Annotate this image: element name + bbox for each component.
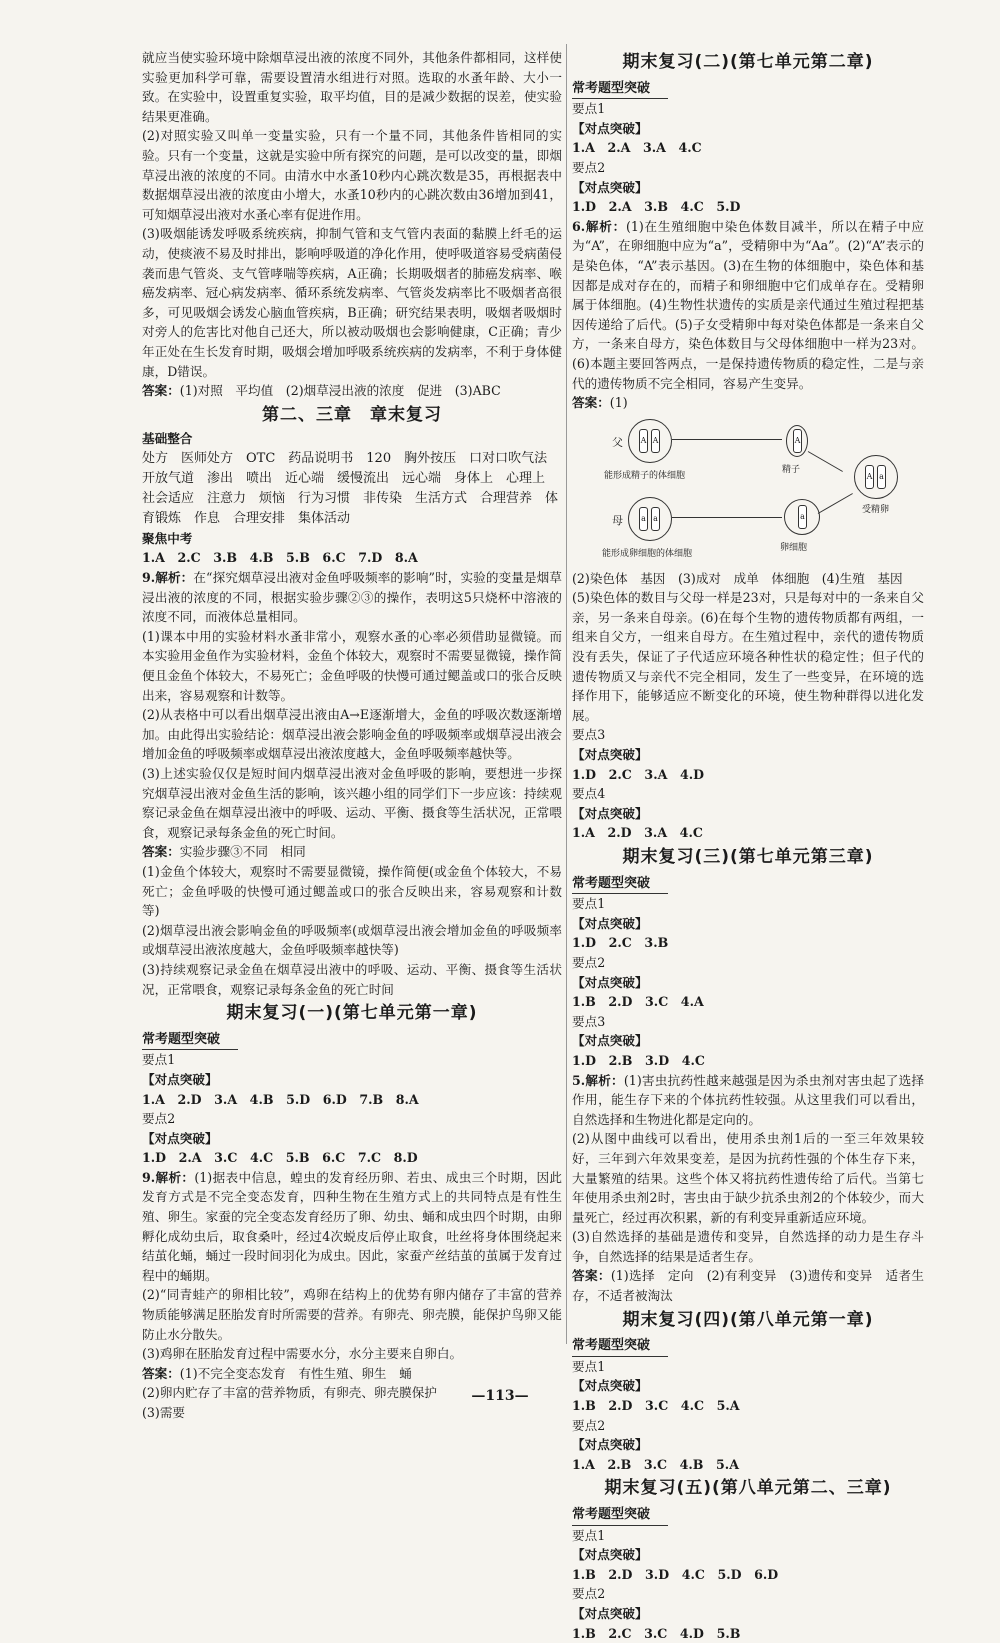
practice-label: 【对点突破】 xyxy=(572,120,648,136)
point-label: 要点1 xyxy=(142,1052,176,1068)
section-title: 期末复习(三)(第七单元第三章) xyxy=(622,847,874,867)
answer-key: 1.B 2.D 3.D 4.C 5.D 6.D xyxy=(572,1566,779,1582)
answer-key: 1.D 2.C 3.A 4.D xyxy=(572,766,705,782)
zygote-label: 受精卵 xyxy=(862,504,890,515)
arrow-line xyxy=(672,517,782,518)
explanation-label: 9.解析： xyxy=(142,570,194,586)
answer-key: 1.A 2.A 3.A 4.C xyxy=(572,140,702,156)
chromosome: a xyxy=(877,465,886,489)
chromosome: A xyxy=(651,429,660,453)
practice-label: 【对点突破】 xyxy=(142,1130,218,1146)
section-title: 期末复习(二)(第七单元第二章) xyxy=(622,52,874,72)
page-number: —113— xyxy=(471,1388,529,1404)
answer xyxy=(142,842,562,862)
chromosome: A xyxy=(865,465,874,489)
paragraph: (1)金鱼个体较大，观察时不需要显微镜，操作简便(或金鱼个体较大，不易死亡；金鱼呼吸的快慢可通过鳃盖或口的张合反映出来，容易观察和计数等) xyxy=(142,863,562,919)
paragraph: (3)吸烟能诱发呼吸系统疾病，抑制气管和支气管内表面的黏膜上纤毛的运动，使痰液不易及时排出，影响呼吸道的净化作用，使呼吸道容易受病菌侵袭而患气管炎、支气管哮喘等疾病，A正确；长期吸烟者的肺癌发病率、喉癌发病率、冠心病发病率、循环系统发病率、气管炎发病率比不吸烟者高很多，可见吸烟会诱发心脑血管疾病，B正确；研究结果表明，吸烟者吸烟时对旁人的危害比对他自己还大，所以被动吸烟也会影响健康，C正确；青少年正处在生长发育时期，吸烟会增加呼吸系统疾病的发病率，不利于身体健康，D错误。 xyxy=(142,226,562,379)
explanation xyxy=(142,568,562,627)
practice-label: 【对点突破】 xyxy=(572,747,648,763)
answer xyxy=(572,1266,924,1305)
egg-cell xyxy=(784,499,820,535)
chromosome: A xyxy=(793,429,802,453)
subsection-heading: 聚焦中考 xyxy=(142,530,193,546)
practice-label: 【对点突破】 xyxy=(572,915,648,931)
mother-label: 母 xyxy=(612,513,623,527)
mother-cell xyxy=(628,497,672,541)
mother-cell-caption: 能形成卵细胞的体细胞 xyxy=(602,548,693,559)
point-label: 要点2 xyxy=(572,1417,606,1433)
arrow-line xyxy=(672,439,782,440)
answer-text: (1) xyxy=(609,395,628,411)
paragraph: (2)从表格中可以看出烟草浸出液由A→E逐渐增大，金鱼的呼吸次数逐渐增加。由此得出实验结论：烟草浸出液会影响金鱼的呼吸频率或烟草浸出液会增加金鱼的呼吸频率或烟草浸出液浓度越大，金鱼呼吸频率越快等。 xyxy=(142,707,562,762)
answer-label: 答案： xyxy=(572,395,610,411)
answer-key: 1.D 2.A 3.C 4.C 5.B 6.C 7.C 8.D xyxy=(142,1150,418,1166)
left-column xyxy=(142,48,562,1423)
answer-text: (1)不完全变态发育 有性生殖、卵生 蛹 xyxy=(179,1365,412,1381)
answer-key: 1.A 2.D 3.A 4.B 5.D 6.D 7.B 8.A xyxy=(142,1091,419,1107)
answer-key: 1.B 2.C 3.C 4.D 5.B xyxy=(572,1625,741,1641)
answer-text: (1)对照 平均值 (2)烟草浸出液的浓度 促进 (3)ABC xyxy=(179,383,501,399)
paragraph: (2)染色体 基因 (3)成对 成单 体细胞 (4)生殖 基因 xyxy=(572,570,903,586)
point-label: 要点4 xyxy=(572,786,606,802)
explanation-text: (1)据表中信息，蝗虫的发育经历卵、若虫、成虫三个时期，因此发育方式是不完全变态发育，四种生物在生殖方式上的共同特点是有性生殖、卵生。家蚕的完全变态发育经历了卵、幼虫、蛹和成虫四个时期，由卵孵化成幼虫后，取食桑叶，经过4次蜕皮后停止取食，吐丝将身体围绕起来结茧化蛹，蛹过一段时间羽化为成虫。因此，家蚕产丝结茧的茧属于发育过程中的蛹期。 xyxy=(142,1169,562,1283)
sperm-cell xyxy=(786,425,808,457)
point-label: 要点3 xyxy=(572,727,606,743)
paragraph: (3)需要 xyxy=(142,1405,186,1420)
practice-label: 【对点突破】 xyxy=(572,1378,648,1394)
explanation-text: (1)在生殖细胞中染色体数目减半，所以在精子中应为“A”，在卵细胞中应为“a”，受精卵中为“Aa”。(2)“A”表示的是染色体，“A”表示基因。(3)在生物的体细胞中，染色体和基因都是成对存在的，而精子和卵细胞中它们成单存在。受精卵属于体细胞。(4)生物性状遗传的实质是亲代通过生殖过程把基因传递给了后代。(5)子女受精卵中每对染色体都是一条来自父方，一条来自母方，染色体数目与父母体细胞中一样为23对。(6)本题主要回答两点，一是保持遗传物质的稳定性，二是与亲代的遗传物质不完全相同，容易产生变异。 xyxy=(572,218,924,391)
father-label: 父 xyxy=(612,435,623,449)
chromosome: a xyxy=(639,507,648,531)
paragraph: (3)持续观察记录金鱼在烟草浸出液中的呼吸、运动、平衡、摄食等生活状况，正常喂食，观察记录每条金鱼的死亡时间 xyxy=(142,961,562,997)
subsection-heading: 常考题型突破 xyxy=(572,1505,668,1526)
zygote-cell xyxy=(854,455,898,499)
section-title: 期末复习(五)(第八单元第二、三章) xyxy=(604,1478,892,1499)
answer-label: 答案： xyxy=(142,1365,180,1381)
paragraph: (2)烟草浸出液会影响金鱼的呼吸频率(或烟草浸出液会增加金鱼的呼吸频率或烟草浸出液浓度越大，金鱼呼吸频率越快等) xyxy=(142,922,562,958)
egg-label: 卵细胞 xyxy=(780,542,808,553)
point-label: 要点2 xyxy=(572,159,606,175)
chromosome: a xyxy=(651,507,660,531)
answer-text: (1)选择 定向 (2)有利变异 (3)遗传和变异 适者生存，不适者被淘汰 xyxy=(572,1268,924,1304)
practice-label: 【对点突破】 xyxy=(572,1437,648,1453)
inheritance-diagram xyxy=(572,417,924,567)
chromosome: A xyxy=(639,429,648,453)
paragraph: (2)对照实验又叫单一变量实验，只有一个量不同，其他条件皆相同的实验。只有一个变量，这就是实验中所有探究的问题，是可以改变的量，即烟草浸出液的浓度的不同。由清水中水蚤10秒内心跳次数是35，再根据表中数据烟草浸出液的浓度由小增大，水蚤10秒内的心跳次数由36增加到41，可知烟草浸出液对水蚤心率有促进作用。 xyxy=(142,128,562,222)
answer-key: 1.A 2.D 3.A 4.C xyxy=(572,825,703,841)
explanation-text: (1)害虫抗药性越来越强是因为杀虫剂对害虫起了选择作用，能生存下来的个体抗药性较强。从这里我们可以看出，自然选择和生物进化都是定向的。 xyxy=(572,1072,925,1127)
practice-label: 【对点突破】 xyxy=(572,1605,648,1621)
practice-label: 【对点突破】 xyxy=(572,805,648,821)
paragraph: (3)自然选择的基础是遗传和变异，自然选择的动力是生存斗争，自然选择的结果是适者生存。 xyxy=(572,1229,924,1264)
section-title: 期末复习(四)(第八单元第一章) xyxy=(622,1309,874,1330)
point-label: 要点1 xyxy=(572,1358,606,1374)
section-title: 第二、三章 章末复习 xyxy=(262,404,442,425)
explanation xyxy=(572,217,924,393)
answer-label: 答案： xyxy=(142,383,180,399)
paragraph: 就应当使实验环境中除烟草浸出液的浓度不同外，其他条件都相同，这样使实验更加科学可靠，需要设置清水组进行对照。选取的水蚤年龄、大小一致。在实验中，设置重复实验，取平均值，目的是减少数据的误差，使实验结果更准确。 xyxy=(142,50,562,124)
answer-key: 1.D 2.A 3.B 4.C 5.D xyxy=(572,199,741,215)
paragraph: (5)染色体的数目与父母一样是23对，只是每对中的一条来自父亲，另一条来自母亲。(6)在每个生物的遗传物质都有两组，一组来自父方，一组来自母方。在生殖过程中，亲代的遗传物质没有丢失，保证了子代适应环境各种性状的稳定性；但子代的遗传物质又与亲代不完全相同，发生了一些变异，在环境的选择作用下，能够适应不断变化的环境，使生物种群得以进化发展。 xyxy=(572,590,924,723)
arrow-line xyxy=(808,451,843,472)
section-title: 期末复习(一)(第七单元第一章) xyxy=(226,1003,478,1024)
point-label: 要点2 xyxy=(572,954,606,970)
subsection-heading: 常考题型突破 xyxy=(572,874,668,895)
paragraph: (2)“同青蛙产的卵相比较”，鸡卵在结构上的优势有卵内储存了丰富的营养物质能够满足胚胎发育时所需要的营养。有卵壳、卵壳膜，能保护鸟卵又能防止水分散失。 xyxy=(142,1287,562,1342)
answer xyxy=(142,381,562,401)
point-label: 要点2 xyxy=(142,1111,176,1127)
answer-key: 1.A 2.C 3.B 4.B 5.B 6.C 7.D 8.A xyxy=(142,550,418,566)
explanation-text: 在“探究烟草浸出液对金鱼呼吸频率的影响”时，实验的变量是烟草浸出液的浓度的不同，根据实验步骤②③的操作，表明这5只烧杯中溶液的浓度不同，而液体总量相同。 xyxy=(142,570,562,625)
subsection-heading: 常考题型突破 xyxy=(572,79,668,100)
paragraph: (2)卵内贮存了丰富的营养物质，有卵壳、卵壳膜保护 xyxy=(142,1385,437,1401)
practice-label: 【对点突破】 xyxy=(572,1033,648,1049)
answer-key: 1.D 2.B 3.D 4.C xyxy=(572,1052,705,1068)
explanation xyxy=(142,1168,562,1286)
point-label: 要点3 xyxy=(572,1013,606,1029)
explanation-label: 9.解析： xyxy=(142,1169,195,1185)
father-cell xyxy=(628,419,672,463)
point-label: 要点1 xyxy=(572,101,606,117)
explanation-label: 5.解析： xyxy=(572,1072,624,1088)
keyword-list: 处方 医师处方 OTC 药品说明书 120 胸外按压 口对口吹气法 开放气道 渗出 喷出 近心端 缓慢流出 远心端 身体上 心理上 社会适应 注意力 烦恼 行为习惯 非传染 生活方式 合理营养 体育锻炼 作息 合理安排 集体活动 xyxy=(142,450,561,526)
paragraph: (3)上述实验仅仅是短时间内烟草浸出液对金鱼呼吸的影响，要想进一步探究烟草浸出液对金鱼生活的影响，该兴趣小组的同学们下一步应该：持续观察记录金鱼在烟草浸出液中的呼吸、运动、平衡、摄食等生活状况，正常喂食，观察记录每条金鱼的死亡时间。 xyxy=(142,766,562,840)
paragraph: (2)从图中曲线可以看出，使用杀虫剂1后的一至三年效果较好，三年到六年效果变差，是因为抗药性强的个体生存下来，大量繁殖的结果。这些个体又将抗药性遗传给了后代。当第七年使用杀虫剂2时，害虫由于缺少抗杀虫剂2的个体较少，而大量死亡，经过再次积累，新的有利变异重新适应环境。 xyxy=(572,1131,924,1225)
answer-label: 答案： xyxy=(572,1268,611,1284)
answer xyxy=(142,1364,562,1384)
point-label: 要点1 xyxy=(572,896,606,912)
answer-label: 答案： xyxy=(142,844,180,860)
practice-label: 【对点突破】 xyxy=(572,1547,648,1563)
subsection-heading: 常考题型突破 xyxy=(142,1030,238,1051)
subsection-heading: 常考题型突破 xyxy=(572,1336,668,1357)
answer-key: 1.B 2.D 3.C 4.C 5.A xyxy=(572,1398,740,1414)
answer-key: 1.A 2.B 3.C 4.B 5.A xyxy=(572,1456,739,1472)
paragraph: (3)鸡卵在胚胎发育过程中需要水分，水分主要来自卵白。 xyxy=(142,1346,463,1362)
point-label: 要点1 xyxy=(572,1527,606,1543)
chromosome: a xyxy=(798,505,807,529)
explanation-label: 6.解析： xyxy=(572,218,626,234)
practice-label: 【对点突破】 xyxy=(142,1071,218,1087)
practice-label: 【对点突破】 xyxy=(572,179,648,195)
answer-text: 实验步骤③不同 相同 xyxy=(179,844,306,860)
father-cell-caption: 能形成精子的体细胞 xyxy=(604,470,686,481)
sperm-label: 精子 xyxy=(782,464,801,475)
point-label: 要点2 xyxy=(572,1586,606,1602)
column-divider xyxy=(566,44,567,1344)
practice-label: 【对点突破】 xyxy=(572,974,648,990)
subsection-heading: 基础整合 xyxy=(142,431,193,447)
paragraph: (1)课本中用的实验材料水蚤非常小，观察水蚤的心率必须借助显微镜。而本实验用金鱼作为实验材料，金鱼个体较大，观察时不需要显微镜，操作简便且金鱼个体较大，不易死亡；金鱼呼吸的快慢可通过鳃盖或口的张合反映出来，容易观察和计数等。 xyxy=(142,628,562,703)
explanation xyxy=(572,1071,924,1130)
answer-key: 1.B 2.D 3.C 4.A xyxy=(572,994,704,1010)
answer-key: 1.D 2.C 3.B xyxy=(572,935,669,951)
answer xyxy=(572,393,924,413)
arrow-line xyxy=(818,493,853,514)
